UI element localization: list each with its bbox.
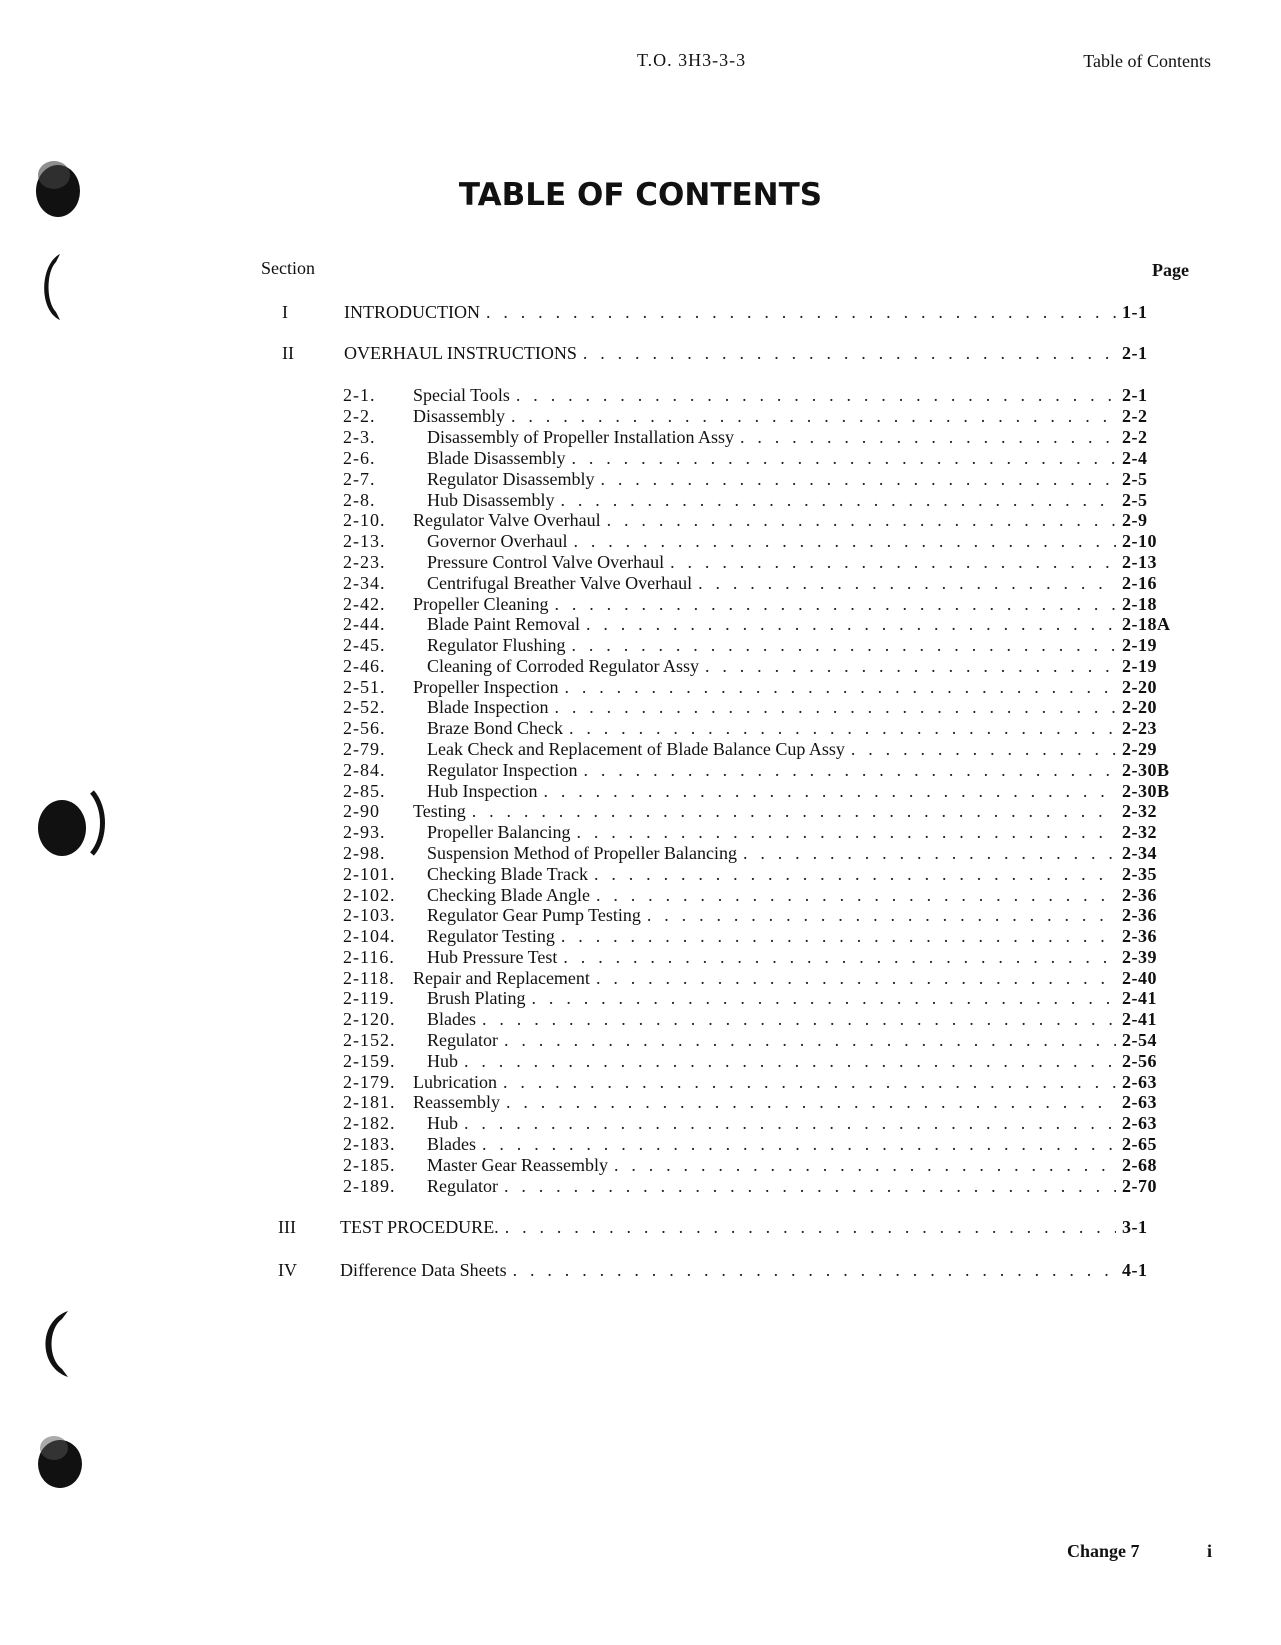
toc-entry[interactable] <box>343 448 1184 468</box>
toc-entry[interactable] <box>343 1051 1184 1071</box>
paragraph-number: 2-85. <box>343 781 386 801</box>
paragraph-number: 2-42. <box>343 594 386 614</box>
leader-dots <box>705 656 1116 676</box>
leader-dots <box>596 968 1116 988</box>
paragraph-number: 2-52. <box>343 697 386 717</box>
toc-page-number: 2-63 <box>1122 1113 1157 1133</box>
leader-dots <box>569 718 1116 738</box>
toc-page-number: 2-68 <box>1122 1155 1157 1175</box>
leader-dots <box>586 614 1116 634</box>
leader-dots <box>503 1072 1116 1092</box>
leader-dots <box>573 531 1116 551</box>
toc-page-number: 3-1 <box>1122 1217 1148 1237</box>
toc-entry-title: Hub <box>427 1051 458 1071</box>
toc-page-number: 2-41 <box>1122 988 1157 1008</box>
paragraph-number: 2-118. <box>343 968 395 988</box>
leader-dots <box>554 697 1116 717</box>
leader-dots <box>614 1155 1116 1175</box>
toc-entry[interactable] <box>343 427 1184 447</box>
page-title: TABLE OF CONTENTS <box>458 177 823 213</box>
toc-entry-title: Regulator Gear Pump Testing <box>427 905 641 925</box>
toc-entry[interactable] <box>343 635 1184 655</box>
toc-entry[interactable] <box>343 697 1184 717</box>
toc-entry[interactable] <box>343 905 1184 925</box>
toc-entry[interactable] <box>343 1009 1184 1029</box>
toc-page-number: 2-41 <box>1122 1009 1157 1029</box>
paragraph-number: 2-183. <box>343 1134 396 1154</box>
toc-entry-title: Checking Blade Angle <box>427 885 590 905</box>
leader-dots <box>583 343 1116 363</box>
leader-dots <box>571 448 1116 468</box>
toc-section-row[interactable] <box>344 302 1184 322</box>
leader-dots <box>594 864 1116 884</box>
toc-section-row[interactable] <box>340 1260 1184 1280</box>
toc-entry-title: Master Gear Reassembly <box>427 1155 608 1175</box>
toc-entry-title: Braze Bond Check <box>427 718 563 738</box>
paragraph-number: 2-152. <box>343 1030 396 1050</box>
toc-entry[interactable] <box>343 968 1184 988</box>
section-column-header: Section <box>261 258 315 278</box>
leader-dots <box>596 885 1116 905</box>
paragraph-number: 2-7. <box>343 469 376 489</box>
paragraph-number: 2-51. <box>343 677 386 697</box>
leader-dots <box>504 1030 1116 1050</box>
toc-entry-title: Regulator Disassembly <box>427 469 595 489</box>
page-column-header: Page <box>1152 260 1189 280</box>
paragraph-number: 2-23. <box>343 552 386 572</box>
toc-page-number: 2-40 <box>1122 968 1157 988</box>
toc-entry[interactable] <box>343 385 1184 405</box>
toc-entry[interactable] <box>343 1092 1184 1112</box>
toc-page-number: 2-18A <box>1122 614 1171 634</box>
paragraph-number: 2-8. <box>343 490 376 510</box>
leader-dots <box>561 490 1117 510</box>
paragraph-number: 2-44. <box>343 614 386 634</box>
toc-entry-title: Repair and Replacement <box>413 968 590 988</box>
punch-hole <box>32 1430 88 1492</box>
toc-page-number: 2-5 <box>1122 469 1148 489</box>
toc-entry[interactable] <box>343 1072 1184 1092</box>
paragraph-number: 2-103. <box>343 905 396 925</box>
toc-entry[interactable] <box>343 1113 1184 1133</box>
toc-entry-title: Special Tools <box>413 385 510 405</box>
toc-page-number: 2-19 <box>1122 635 1157 655</box>
toc-entry-title: Suspension Method of Propeller Balancing <box>427 843 737 863</box>
toc-page-number: 2-32 <box>1122 822 1157 842</box>
toc-page-number: 2-35 <box>1122 864 1157 884</box>
leader-dots <box>563 947 1116 967</box>
paragraph-number: 2-119. <box>343 988 395 1008</box>
toc-entry[interactable] <box>343 926 1184 946</box>
paragraph-number: 2-45. <box>343 635 386 655</box>
leader-dots <box>516 385 1116 405</box>
toc-page-number: 2-10 <box>1122 531 1157 551</box>
leader-dots <box>647 905 1116 925</box>
toc-page-number: 2-18 <box>1122 594 1157 614</box>
section-number: II <box>282 343 294 363</box>
paragraph-number: 2-1. <box>343 385 376 405</box>
leader-dots <box>472 801 1116 821</box>
page-number: i <box>1207 1541 1213 1561</box>
toc-page-number: 4-1 <box>1122 1260 1148 1280</box>
paragraph-number: 2-56. <box>343 718 386 738</box>
paragraph-number: 2-182. <box>343 1113 396 1133</box>
doc-number: T.O. 3H3-3-3 <box>637 50 747 70</box>
toc-entry-title: Regulator <box>427 1176 498 1196</box>
leader-dots <box>482 1134 1116 1154</box>
toc-entry[interactable] <box>343 843 1184 863</box>
toc-page-number: 2-5 <box>1122 490 1148 510</box>
toc-entry-title: Blade Inspection <box>427 697 549 717</box>
toc-entry-title: Regulator Inspection <box>427 760 578 780</box>
paragraph-number: 2-34. <box>343 573 386 593</box>
toc-entry-title: Testing <box>413 801 466 821</box>
toc-page-number: 2-19 <box>1122 656 1157 676</box>
leader-dots <box>506 1092 1116 1112</box>
toc-entry[interactable] <box>343 490 1184 510</box>
leader-dots <box>554 594 1116 614</box>
toc-section-title: Difference Data Sheets <box>340 1260 507 1280</box>
toc-entry[interactable] <box>343 614 1184 634</box>
toc-entry-title: Blades <box>427 1009 476 1029</box>
toc-page-number: 2-54 <box>1122 1030 1157 1050</box>
paragraph-number: 2-13. <box>343 531 386 551</box>
leader-dots <box>583 760 1116 780</box>
toc-entry-title: Hub Inspection <box>427 781 538 801</box>
leader-dots <box>670 552 1116 572</box>
punch-hole <box>32 1309 72 1379</box>
toc-entry[interactable] <box>343 947 1184 967</box>
toc-page-number: 2-1 <box>1122 385 1148 405</box>
toc-section-title: INTRODUCTION <box>344 302 480 322</box>
toc-page-number: 2-56 <box>1122 1051 1157 1071</box>
leader-dots <box>572 635 1117 655</box>
toc-section-title: TEST PROCEDURE. <box>340 1217 499 1237</box>
toc-entry-title: Governor Overhaul <box>427 531 568 551</box>
leader-dots <box>464 1113 1116 1133</box>
toc-entry[interactable] <box>343 988 1184 1008</box>
toc-page-number: 2-32 <box>1122 801 1157 821</box>
section-number: I <box>282 302 288 322</box>
toc-entry[interactable] <box>343 781 1184 801</box>
toc-page-number: 2-30B <box>1122 781 1170 801</box>
toc-entry-title: Brush Plating <box>427 988 526 1008</box>
paragraph-number: 2-181. <box>343 1092 396 1112</box>
paragraph-number: 2-101. <box>343 864 396 884</box>
punch-hole <box>36 252 62 322</box>
toc-entry-title: Centrifugal Breather Valve Overhaul <box>427 573 693 593</box>
toc-page-number: 2-34 <box>1122 843 1157 863</box>
toc-entry-title: Blade Disassembly <box>427 448 566 468</box>
toc-entry[interactable] <box>343 718 1184 738</box>
paragraph-number: 2-90 <box>343 801 380 821</box>
toc-page-number: 2-13 <box>1122 552 1157 572</box>
leader-dots <box>607 510 1116 530</box>
toc-entry[interactable] <box>343 594 1184 614</box>
toc-entry-title: Cleaning of Corroded Regulator Assy <box>427 656 699 676</box>
leader-dots <box>561 926 1116 946</box>
paragraph-number: 2-189. <box>343 1176 396 1196</box>
toc-page-number: 2-2 <box>1122 406 1148 426</box>
leader-dots <box>505 1217 1116 1237</box>
toc-section-row[interactable] <box>344 343 1184 363</box>
leader-dots <box>511 406 1116 426</box>
toc-entry-title: Hub Disassembly <box>427 490 555 510</box>
toc-entry-title: Propeller Balancing <box>427 822 571 842</box>
leader-dots <box>740 427 1116 447</box>
toc-entry-title: Disassembly <box>413 406 505 426</box>
punch-hole <box>32 784 106 862</box>
toc-page-number: 2-36 <box>1122 905 1157 925</box>
toc-page-number: 2-36 <box>1122 885 1157 905</box>
toc-page-number: 2-63 <box>1122 1072 1157 1092</box>
leader-dots <box>564 677 1116 697</box>
leader-dots <box>532 988 1116 1008</box>
paragraph-number: 2-10. <box>343 510 386 530</box>
leader-dots <box>513 1260 1116 1280</box>
running-header: Table of Contents <box>1083 51 1211 71</box>
toc-entry[interactable] <box>343 531 1184 551</box>
toc-entry[interactable] <box>343 656 1184 676</box>
toc-page-number: 2-20 <box>1122 697 1157 717</box>
leader-dots <box>504 1176 1116 1196</box>
section-number: IV <box>278 1260 297 1280</box>
paragraph-number: 2-2. <box>343 406 376 426</box>
toc-entry[interactable] <box>343 406 1184 426</box>
toc-entry[interactable] <box>343 1176 1184 1196</box>
toc-page-number: 2-30B <box>1122 760 1170 780</box>
toc-page-number: 2-36 <box>1122 926 1157 946</box>
toc-entry-title: Lubrication <box>413 1072 497 1092</box>
toc-entry-title: Hub <box>427 1113 458 1133</box>
leader-dots <box>543 781 1116 801</box>
toc-entry-title: Regulator <box>427 1030 498 1050</box>
toc-page-number: 2-1 <box>1122 343 1148 363</box>
paragraph-number: 2-120. <box>343 1009 396 1029</box>
paragraph-number: 2-104. <box>343 926 396 946</box>
toc-entry-title: Disassembly of Propeller Installation Assy <box>427 427 734 447</box>
toc-entry[interactable] <box>343 573 1184 593</box>
paragraph-number: 2-93. <box>343 822 386 842</box>
toc-page-number: 2-23 <box>1122 718 1157 738</box>
change-number: Change 7 <box>1067 1541 1140 1561</box>
paragraph-number: 2-185. <box>343 1155 396 1175</box>
leader-dots <box>486 302 1116 322</box>
toc-page-number: 2-16 <box>1122 573 1157 593</box>
toc-section-title: OVERHAUL INSTRUCTIONS <box>344 343 577 363</box>
toc-entry-title: Regulator Flushing <box>427 635 566 655</box>
leader-dots <box>576 822 1116 842</box>
toc-entry[interactable] <box>343 739 1184 759</box>
toc-entry-title: Reassembly <box>413 1092 500 1112</box>
toc-section-row[interactable] <box>340 1217 1184 1237</box>
toc-page-number: 2-29 <box>1122 739 1157 759</box>
paragraph-number: 2-3. <box>343 427 376 447</box>
toc-entry-title: Checking Blade Track <box>427 864 588 884</box>
paragraph-number: 2-179. <box>343 1072 396 1092</box>
toc-page-number: 2-20 <box>1122 677 1157 697</box>
toc-page-number: 2-63 <box>1122 1092 1157 1112</box>
leader-dots <box>482 1009 1116 1029</box>
paragraph-number: 2-159. <box>343 1051 396 1071</box>
toc-page-number: 2-2 <box>1122 427 1148 447</box>
leader-dots <box>464 1051 1116 1071</box>
toc-page-number: 2-4 <box>1122 448 1148 468</box>
toc-entry[interactable] <box>343 822 1184 842</box>
leader-dots <box>600 469 1116 489</box>
toc-entry-title: Hub Pressure Test <box>427 947 558 967</box>
toc-page-number: 2-70 <box>1122 1176 1157 1196</box>
toc-entry[interactable] <box>343 885 1184 905</box>
leader-dots <box>698 573 1116 593</box>
toc-entry[interactable] <box>343 760 1184 780</box>
toc-page-number: 1-1 <box>1122 302 1148 322</box>
toc-entry-title: Pressure Control Valve Overhaul <box>427 552 665 572</box>
leader-dots <box>851 739 1116 759</box>
toc-entry[interactable] <box>343 1155 1184 1175</box>
paragraph-number: 2-6. <box>343 448 376 468</box>
paragraph-number: 2-116. <box>343 947 395 967</box>
paragraph-number: 2-46. <box>343 656 386 676</box>
toc-entry-title: Regulator Valve Overhaul <box>413 510 601 530</box>
toc-entry[interactable] <box>343 677 1184 697</box>
leader-dots <box>743 843 1116 863</box>
toc-entry-title: Propeller Cleaning <box>413 594 549 614</box>
toc-page-number: 2-65 <box>1122 1134 1157 1154</box>
toc-entry[interactable] <box>343 864 1184 884</box>
paragraph-number: 2-102. <box>343 885 396 905</box>
toc-entry[interactable] <box>343 801 1184 821</box>
toc-entry[interactable] <box>343 510 1184 530</box>
toc-entry[interactable] <box>343 1134 1184 1154</box>
toc-entry-title: Leak Check and Replacement of Blade Balance Cup Assy <box>427 739 845 759</box>
paragraph-number: 2-79. <box>343 739 386 759</box>
toc-page-number: 2-39 <box>1122 947 1157 967</box>
toc-entry-title: Regulator Testing <box>427 926 555 946</box>
toc-entry-title: Propeller Inspection <box>413 677 559 697</box>
paragraph-number: 2-84. <box>343 760 386 780</box>
toc-entry-title: Blade Paint Removal <box>427 614 580 634</box>
toc-page-number: 2-9 <box>1122 510 1148 530</box>
paragraph-number: 2-98. <box>343 843 386 863</box>
toc-entry[interactable] <box>343 1030 1184 1050</box>
section-number: III <box>278 1217 296 1237</box>
toc-entry[interactable] <box>343 469 1184 489</box>
toc-entry[interactable] <box>343 552 1184 572</box>
toc-entry-title: Blades <box>427 1134 476 1154</box>
